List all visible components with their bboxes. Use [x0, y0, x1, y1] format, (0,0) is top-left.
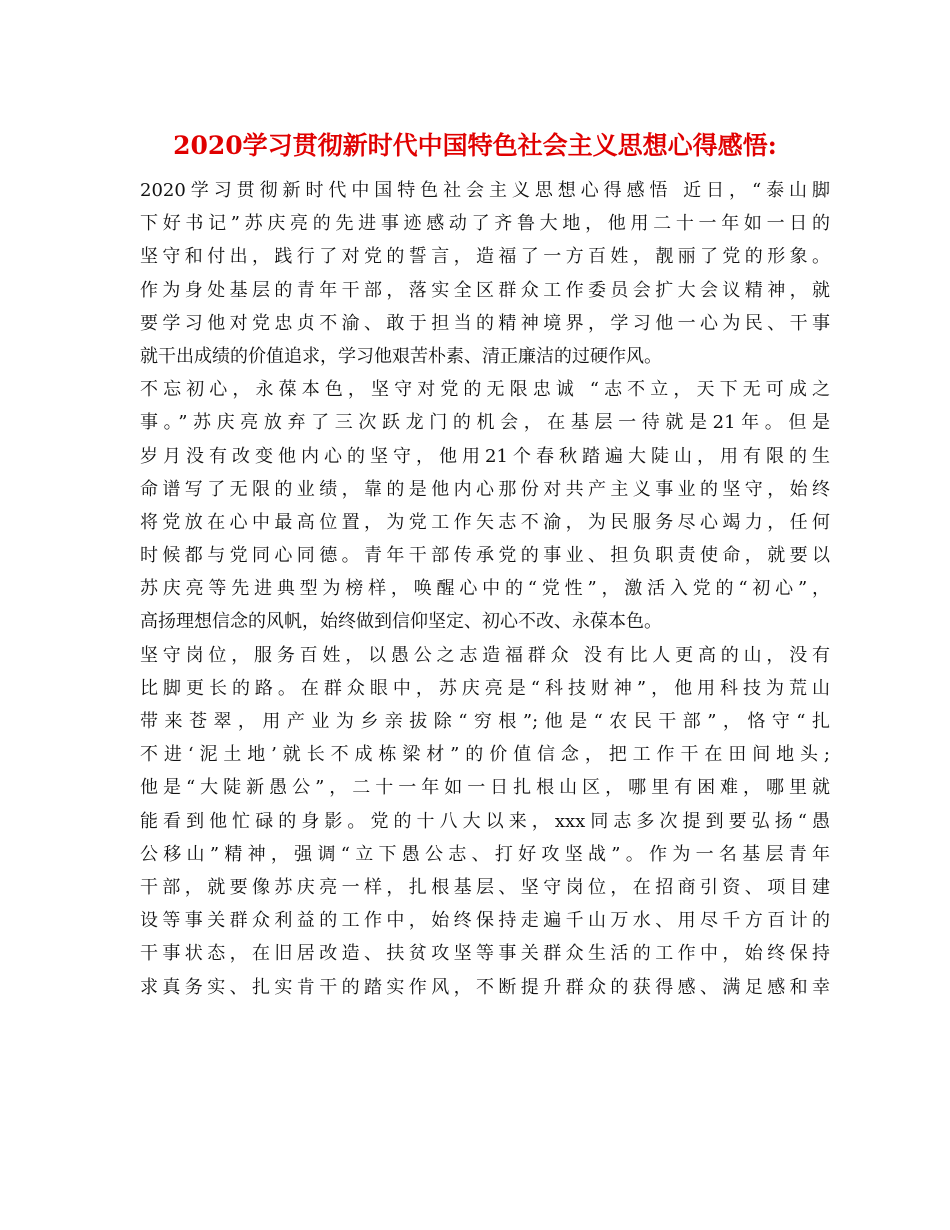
- body-line: 干部，就要像苏庆亮一样，扎根基层、坚守岗位，在招商引资、项目建: [140, 876, 830, 898]
- body-line: 事。”苏庆亮放弃了三次跃龙门的机会，在基层一待就是21年。但是: [140, 412, 830, 434]
- body-line: 苏庆亮等先进典型为榜样，唤醒心中的“党性”，激活入党的“初心”，: [140, 578, 830, 600]
- body-line: 比脚更长的路。在群众眼中，苏庆亮是“科技财神”，他用科技为荒山: [140, 677, 830, 699]
- body-line: 岁月没有改变他内心的坚守，他用21个春秋踏遍大陡山，用有限的生: [140, 445, 830, 467]
- body-line: 设等事关群众利益的工作中，始终保持走遍千山万水、用尽千方百计的: [140, 910, 830, 932]
- body-line: 不进‘泥土地’就长不成栋梁材”的价值信念，把工作干在田间地头;: [140, 744, 830, 766]
- document-body: [140, 174, 830, 1004]
- body-line: 作为身处基层的青年干部，落实全区群众工作委员会扩大会议精神，就: [140, 279, 830, 301]
- body-line: 命谱写了无限的业绩，靠的是他内心那份对共产主义事业的坚守，始终: [140, 478, 830, 500]
- body-line: 2020学习贯彻新时代中国特色社会主义思想心得感悟 近日，“泰山脚: [140, 180, 830, 201]
- body-line: 时候都与党同心同德。青年干部传承党的事业、担负职责使命，就要以: [140, 545, 830, 567]
- body-line: 不忘初心，永葆本色，坚守对党的无限忠诚 “志不立，天下无可成之: [140, 379, 830, 401]
- document-title: 2020学习贯彻新时代中国特色社会主义思想心得感悟:: [173, 131, 777, 160]
- body-line: 坚守岗位，服务百姓，以愚公之志造福群众 没有比人更高的山，没有: [140, 644, 830, 666]
- body-line: 就干出成绩的价值追求，学习他艰苦朴素、清正廉洁的过硬作风。: [140, 345, 662, 367]
- body-line: 公移山”精神，强调“立下愚公志、打好攻坚战”。作为一名基层青年: [140, 843, 830, 865]
- body-line: 干事状态，在旧居改造、扶贫攻坚等事关群众生活的工作中，始终保持: [140, 943, 830, 965]
- body-line: 坚守和付出，践行了对党的誓言，造福了一方百姓，靓丽了党的形象。: [140, 246, 830, 268]
- body-line: 下好书记”苏庆亮的先进事迹感动了齐鲁大地，他用二十一年如一日的: [140, 213, 830, 235]
- body-line: 高扬理想信念的风帆，始终做到信仰坚定、初心不改、永葆本色。: [140, 611, 662, 633]
- body-line: 将党放在心中最高位置，为党工作矢志不渝，为民服务尽心竭力，任何: [140, 511, 830, 533]
- body-line: 他是“大陡新愚公”，二十一年如一日扎根山区，哪里有困难，哪里就: [140, 777, 830, 799]
- body-line: 能看到他忙碌的身影。党的十八大以来，xxx同志多次提到要弘扬“愚: [140, 810, 830, 832]
- body-line: 要学习他对党忠贞不渝、敢于担当的精神境界，学习他一心为民、干事: [140, 312, 830, 334]
- body-line: 带来苍翠，用产业为乡亲拔除“穷根”;他是“农民干部”，恪守“扎: [140, 711, 830, 732]
- body-line: 求真务实、扎实肯干的踏实作风，不断提升群众的获得感、满足感和幸: [140, 976, 830, 998]
